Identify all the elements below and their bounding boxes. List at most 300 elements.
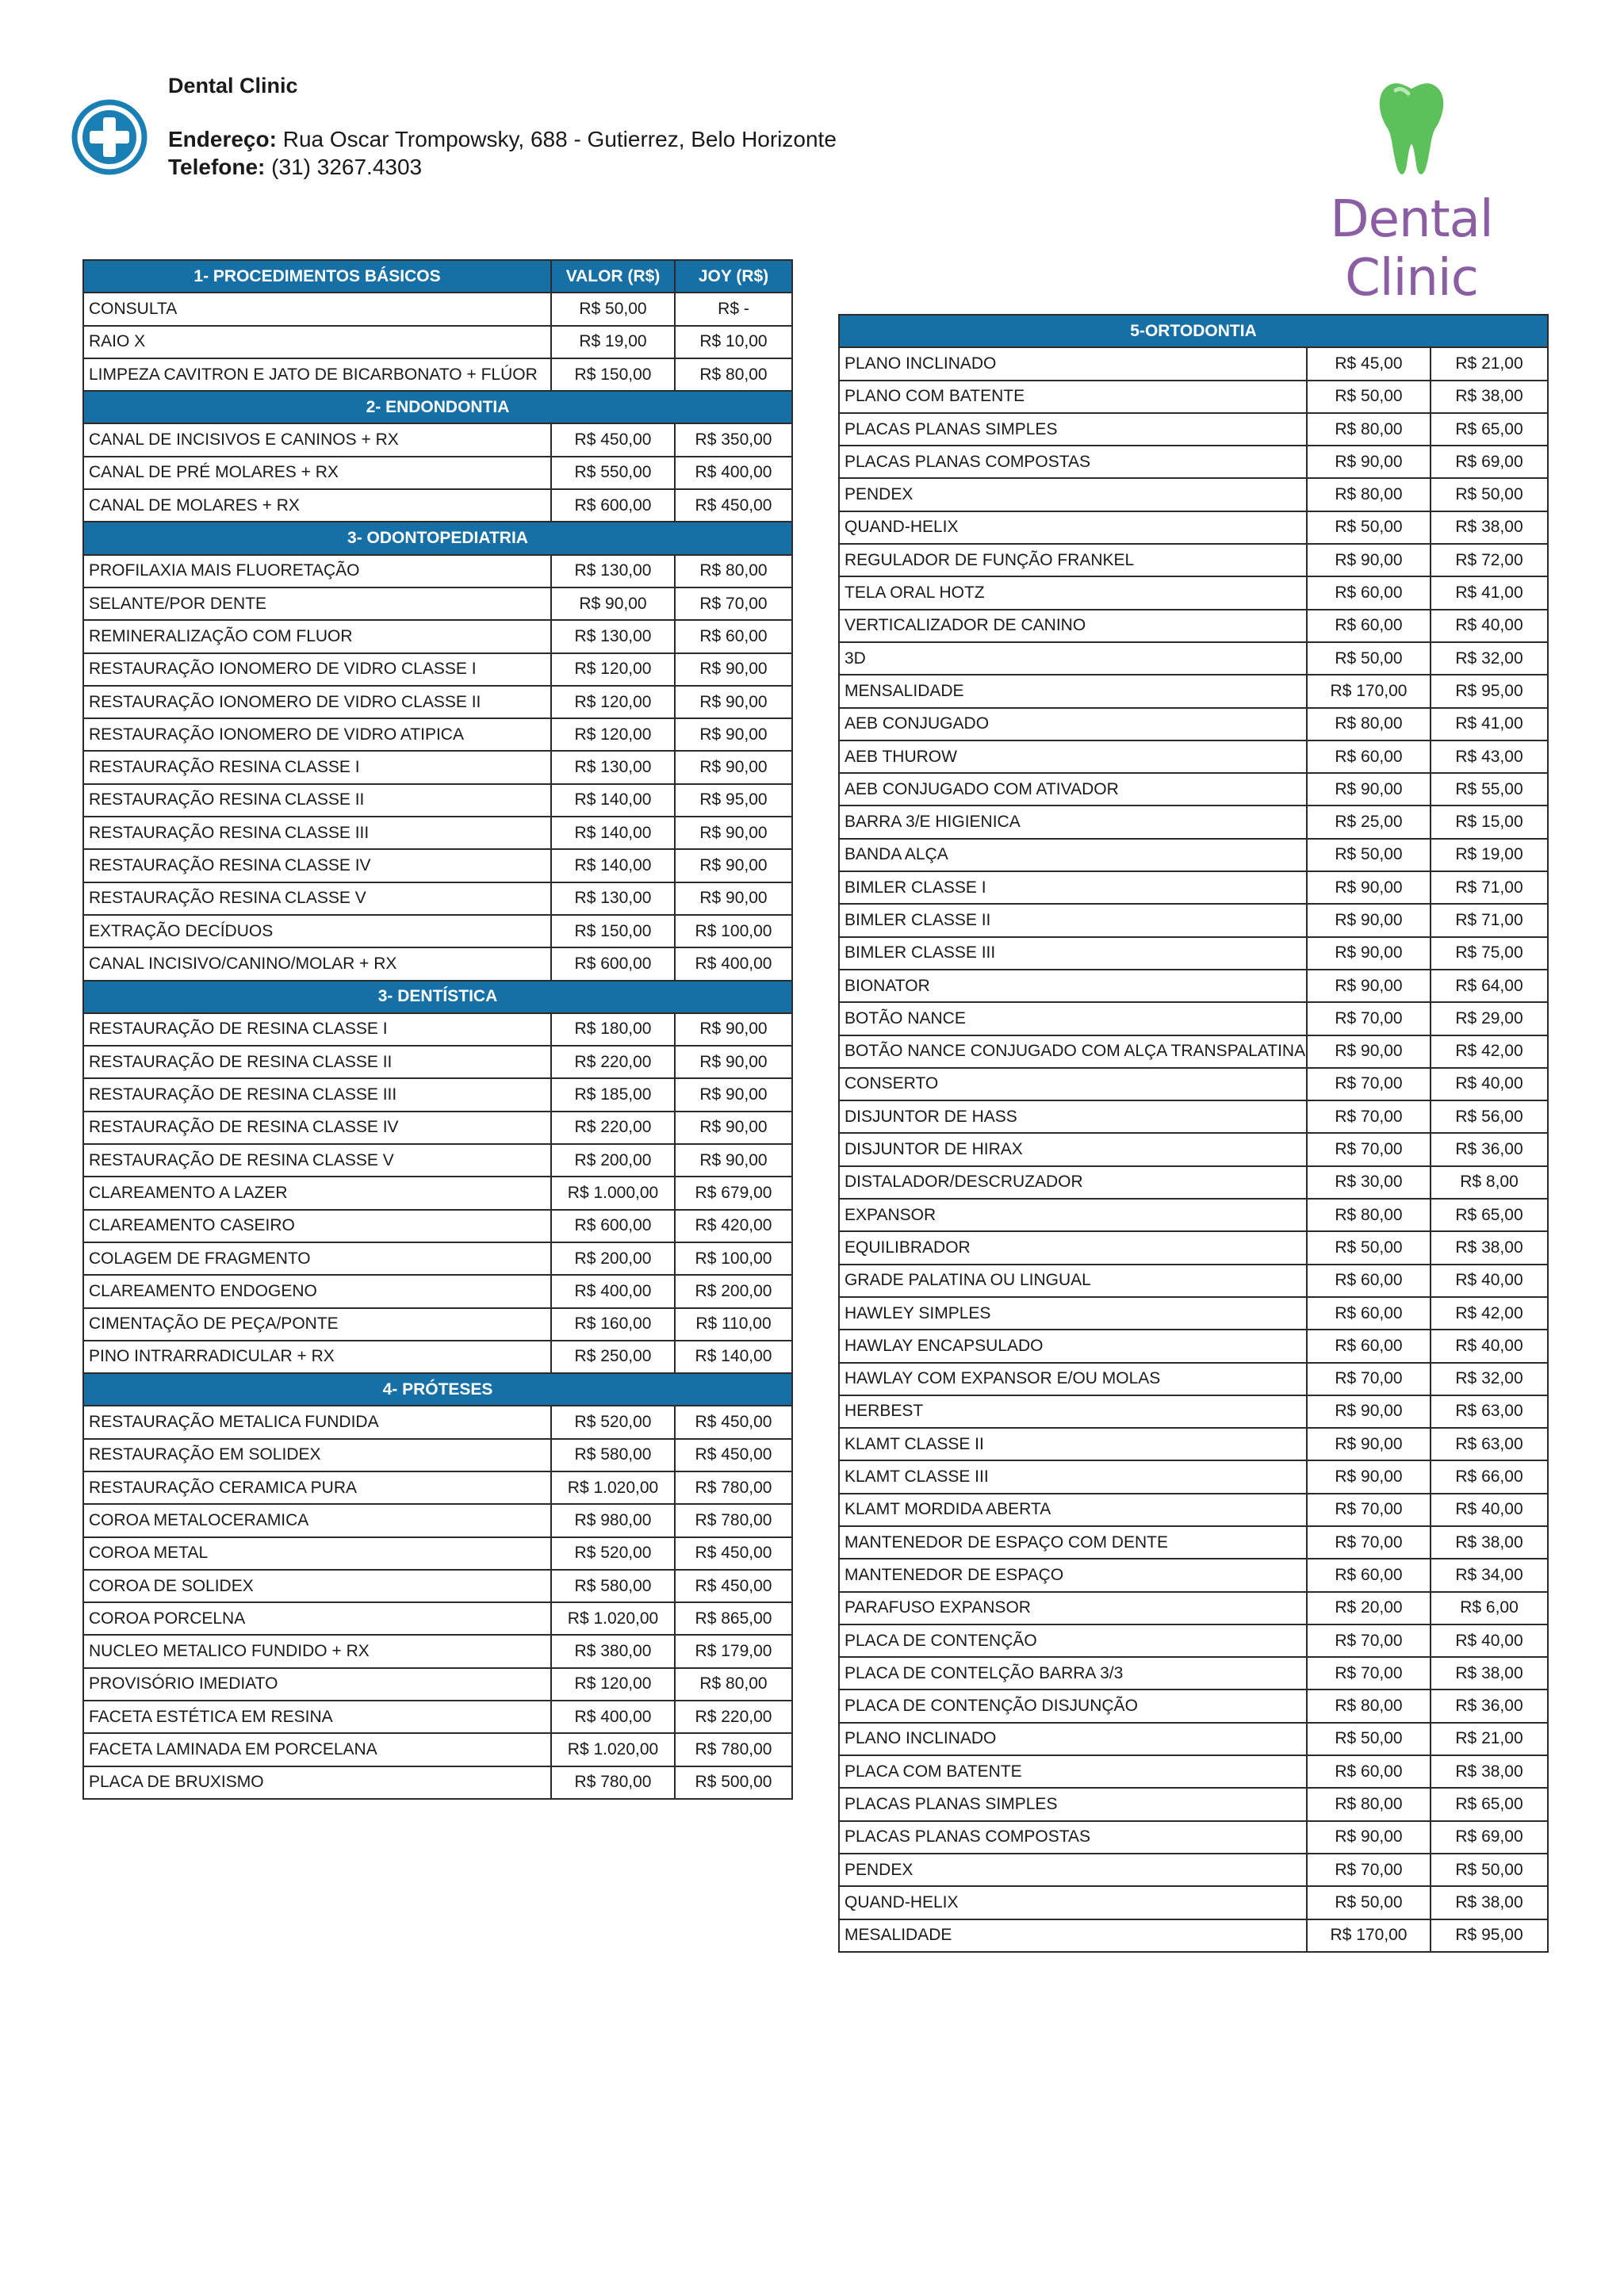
price-value: R$ 400,00	[551, 1275, 675, 1307]
table-row	[83, 1177, 792, 1209]
table-row	[83, 1635, 792, 1667]
table-row	[839, 740, 1548, 773]
price-joy: R$ 8,00	[1431, 1166, 1548, 1199]
price-joy: R$ 60,00	[675, 620, 792, 652]
price-value: R$ 580,00	[551, 1570, 675, 1602]
procedure-name: PLACA COM BATENTE	[839, 1755, 1307, 1788]
procedure-name: RESTAURAÇÃO EM SOLIDEX	[83, 1439, 551, 1471]
price-value: R$ 140,00	[551, 849, 675, 882]
price-joy: R$ 90,00	[675, 1013, 792, 1046]
section-header-row	[83, 391, 792, 423]
price-joy: R$ 38,00	[1431, 1886, 1548, 1919]
price-joy: R$ 34,00	[1431, 1559, 1548, 1591]
table-row	[839, 1002, 1548, 1035]
price-value: R$ 60,00	[1307, 576, 1431, 609]
price-value: R$ 60,00	[1307, 1559, 1431, 1591]
price-value: R$ 140,00	[551, 784, 675, 817]
table-row	[83, 489, 792, 522]
price-value: R$ 70,00	[1307, 1494, 1431, 1526]
address-value: Rua Oscar Trompowsky, 688 - Gutierrez, Belo Horizonte	[282, 127, 837, 151]
price-value: R$ 60,00	[1307, 740, 1431, 773]
table-row	[83, 1144, 792, 1177]
procedure-name: EXTRAÇÃO DECÍDUOS	[83, 915, 551, 947]
price-joy: R$ 42,00	[1431, 1035, 1548, 1068]
price-joy: R$ 100,00	[675, 915, 792, 947]
column-header-joy: JOY (R$)	[675, 260, 792, 293]
price-joy: R$ 43,00	[1431, 740, 1548, 773]
price-value: R$ 80,00	[1307, 708, 1431, 740]
price-joy: R$ 50,00	[1431, 478, 1548, 511]
price-table-left	[82, 259, 793, 1800]
price-value: R$ 50,00	[1307, 1231, 1431, 1264]
table-row	[839, 1035, 1548, 1068]
table-row	[839, 1068, 1548, 1100]
price-joy: R$ 679,00	[675, 1177, 792, 1209]
price-joy: R$ 40,00	[1431, 1068, 1548, 1100]
procedure-name: RESTAURAÇÃO RESINA CLASSE IV	[83, 849, 551, 882]
procedure-name: PINO INTRARRADICULAR + RX	[83, 1341, 551, 1373]
price-joy: R$ 41,00	[1431, 576, 1548, 609]
table-row	[839, 773, 1548, 806]
procedure-name: AEB CONJUGADO COM ATIVADOR	[839, 773, 1307, 806]
price-joy: R$ 55,00	[1431, 773, 1548, 806]
price-joy: R$ 63,00	[1431, 1428, 1548, 1460]
table-row	[839, 511, 1548, 544]
price-value: R$ 185,00	[551, 1078, 675, 1111]
price-value: R$ 50,00	[1307, 381, 1431, 413]
procedure-name: HAWLEY SIMPLES	[839, 1297, 1307, 1330]
price-value: R$ 90,00	[1307, 1428, 1431, 1460]
table-row	[839, 1494, 1548, 1526]
table-row	[839, 1428, 1548, 1460]
price-value: R$ 50,00	[1307, 1886, 1431, 1919]
table-row	[83, 587, 792, 620]
procedure-name: TELA ORAL HOTZ	[839, 576, 1307, 609]
procedure-name: QUAND-HELIX	[839, 1886, 1307, 1919]
table-row	[83, 1078, 792, 1111]
price-joy: R$ 90,00	[675, 882, 792, 915]
procedure-name: PLANO INCLINADO	[839, 1723, 1307, 1755]
table-row	[839, 1755, 1548, 1788]
contact-info	[168, 125, 837, 181]
table-row	[83, 1308, 792, 1341]
procedure-name: BIMLER CLASSE II	[839, 904, 1307, 936]
procedure-name: COROA METALOCERAMICA	[83, 1504, 551, 1536]
price-joy: R$ 65,00	[1431, 1199, 1548, 1231]
price-value: R$ 50,00	[551, 293, 675, 325]
price-joy: R$ 69,00	[1431, 446, 1548, 478]
price-joy: R$ 71,00	[1431, 904, 1548, 936]
procedure-name: PLANO INCLINADO	[839, 347, 1307, 380]
procedure-name: HERBEST	[839, 1395, 1307, 1428]
procedure-name: EQUILIBRADOR	[839, 1231, 1307, 1264]
table-row	[83, 620, 792, 652]
procedure-name: BOTÃO NANCE CONJUGADO COM ALÇA TRANSPALATINA	[839, 1035, 1307, 1068]
price-joy: R$ 19,00	[1431, 839, 1548, 871]
procedure-name: MANTENEDOR DE ESPAÇO COM DENTE	[839, 1526, 1307, 1559]
price-value: R$ 90,00	[1307, 1035, 1431, 1068]
price-value: R$ 90,00	[1307, 1460, 1431, 1493]
price-joy: R$ 40,00	[1431, 610, 1548, 642]
table-row	[83, 1112, 792, 1144]
table-row	[83, 1602, 792, 1635]
procedure-name: PLACA DE CONTELÇÃO BARRA 3/3	[839, 1657, 1307, 1689]
table-row	[839, 1592, 1548, 1624]
price-joy: R$ 21,00	[1431, 1723, 1548, 1755]
procedure-name: RESTAURAÇÃO IONOMERO DE VIDRO CLASSE II	[83, 686, 551, 718]
table-row	[83, 423, 792, 456]
procedure-name: PROVISÓRIO IMEDIATO	[83, 1668, 551, 1701]
table-row	[839, 1166, 1548, 1199]
table-row	[839, 642, 1548, 675]
procedure-name: DISJUNTOR DE HASS	[839, 1100, 1307, 1133]
price-value: R$ 250,00	[551, 1341, 675, 1373]
table-row	[839, 381, 1548, 413]
clinic-name: Dental Clinic	[168, 74, 298, 98]
price-value: R$ 70,00	[1307, 1133, 1431, 1165]
price-joy: R$ 38,00	[1431, 1755, 1548, 1788]
price-joy: R$ 29,00	[1431, 1002, 1548, 1035]
table-row	[83, 817, 792, 849]
procedure-name: PENDEX	[839, 1854, 1307, 1886]
price-joy: R$ 95,00	[675, 784, 792, 817]
price-value: R$ 130,00	[551, 620, 675, 652]
table-row	[839, 347, 1548, 380]
price-value: R$ 60,00	[1307, 610, 1431, 642]
price-joy: R$ 66,00	[1431, 1460, 1548, 1493]
price-joy: R$ 780,00	[675, 1471, 792, 1504]
price-joy: R$ 865,00	[675, 1602, 792, 1635]
table-row	[83, 1439, 792, 1471]
price-joy: R$ 38,00	[1431, 511, 1548, 544]
procedure-name: COLAGEM DE FRAGMENTO	[83, 1242, 551, 1275]
table-row	[83, 1701, 792, 1733]
price-value: R$ 130,00	[551, 882, 675, 915]
price-value: R$ 220,00	[551, 1112, 675, 1144]
price-value: R$ 160,00	[551, 1308, 675, 1341]
price-value: R$ 25,00	[1307, 806, 1431, 838]
price-value: R$ 120,00	[551, 653, 675, 686]
table-row	[839, 1723, 1548, 1755]
price-value: R$ 170,00	[1307, 675, 1431, 707]
price-joy: R$ 70,00	[675, 587, 792, 620]
price-value: R$ 600,00	[551, 1210, 675, 1242]
table-row	[839, 1100, 1548, 1133]
procedure-name: REMINERALIZAÇÃO COM FLUOR	[83, 620, 551, 652]
procedure-name: MANTENEDOR DE ESPAÇO	[839, 1559, 1307, 1591]
procedure-name: BIMLER CLASSE I	[839, 871, 1307, 904]
procedure-name: RESTAURAÇÃO DE RESINA CLASSE II	[83, 1046, 551, 1078]
table-row	[839, 1363, 1548, 1395]
table-row	[839, 1133, 1548, 1165]
price-value: R$ 80,00	[1307, 478, 1431, 511]
price-value: R$ 980,00	[551, 1504, 675, 1536]
procedure-name: KLAMT CLASSE III	[839, 1460, 1307, 1493]
price-joy: R$ 350,00	[675, 423, 792, 456]
procedure-name: GRADE PALATINA OU LINGUAL	[839, 1265, 1307, 1297]
procedure-name: PLACA DE CONTENÇÃO	[839, 1624, 1307, 1657]
price-joy: R$ 90,00	[675, 1078, 792, 1111]
procedure-name: BIONATOR	[839, 970, 1307, 1002]
price-value: R$ 30,00	[1307, 1166, 1431, 1199]
procedure-name: CONSERTO	[839, 1068, 1307, 1100]
price-joy: R$ 90,00	[675, 653, 792, 686]
price-joy: R$ -	[675, 293, 792, 325]
procedure-name: SELANTE/POR DENTE	[83, 587, 551, 620]
procedure-name: MENSALIDADE	[839, 675, 1307, 707]
price-joy: R$ 38,00	[1431, 381, 1548, 413]
price-joy: R$ 110,00	[675, 1308, 792, 1341]
price-value: R$ 90,00	[1307, 1395, 1431, 1428]
price-joy: R$ 90,00	[675, 1046, 792, 1078]
price-joy: R$ 140,00	[675, 1341, 792, 1373]
table-row	[83, 1341, 792, 1373]
price-value: R$ 80,00	[1307, 413, 1431, 446]
procedure-name: RESTAURAÇÃO DE RESINA CLASSE IV	[83, 1112, 551, 1144]
section-title: 1- PROCEDIMENTOS BÁSICOS	[83, 260, 551, 293]
phone-label: Telefone:	[168, 155, 266, 179]
price-value: R$ 90,00	[1307, 544, 1431, 576]
procedure-name: COROA METAL	[83, 1537, 551, 1570]
procedure-name: PLACAS PLANAS SIMPLES	[839, 413, 1307, 446]
price-value: R$ 90,00	[1307, 970, 1431, 1002]
price-value: R$ 70,00	[1307, 1002, 1431, 1035]
table-row	[83, 457, 792, 489]
table-row	[83, 849, 792, 882]
procedure-name: PLANO COM BATENTE	[839, 381, 1307, 413]
price-value: R$ 550,00	[551, 457, 675, 489]
column-header-valor: VALOR (R$)	[551, 260, 675, 293]
address-label: Endereço:	[168, 127, 277, 151]
price-value: R$ 180,00	[551, 1013, 675, 1046]
price-value: R$ 1.020,00	[551, 1733, 675, 1766]
price-value: R$ 70,00	[1307, 1657, 1431, 1689]
price-value: R$ 200,00	[551, 1144, 675, 1177]
procedure-name: RESTAURAÇÃO IONOMERO DE VIDRO ATIPICA	[83, 718, 551, 751]
table-row	[839, 478, 1548, 511]
price-value: R$ 60,00	[1307, 1755, 1431, 1788]
procedure-name: RESTAURAÇÃO RESINA CLASSE III	[83, 817, 551, 849]
procedure-name: KLAMT CLASSE II	[839, 1428, 1307, 1460]
price-value: R$ 20,00	[1307, 1592, 1431, 1624]
procedure-name: CANAL DE MOLARES + RX	[83, 489, 551, 522]
price-value: R$ 1.020,00	[551, 1471, 675, 1504]
procedure-name: REGULADOR DE FUNÇÃO FRANKEL	[839, 544, 1307, 576]
price-value: R$ 90,00	[551, 587, 675, 620]
price-value: R$ 1.020,00	[551, 1602, 675, 1635]
procedure-name: COROA PORCELNA	[83, 1602, 551, 1635]
price-value: R$ 90,00	[1307, 904, 1431, 936]
price-value: R$ 70,00	[1307, 1363, 1431, 1395]
price-joy: R$ 400,00	[675, 947, 792, 980]
procedure-name: RESTAURAÇÃO METALICA FUNDIDA	[83, 1406, 551, 1438]
procedure-name: PROFILAXIA MAIS FLUORETAÇÃO	[83, 555, 551, 587]
price-value: R$ 45,00	[1307, 347, 1431, 380]
price-joy: R$ 32,00	[1431, 642, 1548, 675]
price-joy: R$ 36,00	[1431, 1689, 1548, 1722]
table-row	[839, 904, 1548, 936]
procedure-name: RESTAURAÇÃO DE RESINA CLASSE III	[83, 1078, 551, 1111]
price-joy: R$ 200,00	[675, 1275, 792, 1307]
table-row	[839, 839, 1548, 871]
price-joy: R$ 90,00	[675, 686, 792, 718]
price-value: R$ 120,00	[551, 718, 675, 751]
price-joy: R$ 400,00	[675, 457, 792, 489]
price-value: R$ 80,00	[1307, 1788, 1431, 1820]
price-value: R$ 150,00	[551, 358, 675, 391]
price-joy: R$ 38,00	[1431, 1657, 1548, 1689]
price-value: R$ 70,00	[1307, 1624, 1431, 1657]
price-joy: R$ 80,00	[675, 358, 792, 391]
price-joy: R$ 41,00	[1431, 708, 1548, 740]
table-row	[839, 937, 1548, 970]
brand-text: Dental Clinic	[1330, 190, 1493, 308]
procedure-name: VERTICALIZADOR DE CANINO	[839, 610, 1307, 642]
procedure-name: COROA DE SOLIDEX	[83, 1570, 551, 1602]
procedure-name: RESTAURAÇÃO RESINA CLASSE I	[83, 751, 551, 783]
table-row	[83, 1013, 792, 1046]
price-joy: R$ 80,00	[675, 1668, 792, 1701]
procedure-name: CANAL INCISIVO/CANINO/MOLAR + RX	[83, 947, 551, 980]
price-value: R$ 80,00	[1307, 1689, 1431, 1722]
procedure-name: QUAND-HELIX	[839, 511, 1307, 544]
price-joy: R$ 179,00	[675, 1635, 792, 1667]
table-row	[83, 915, 792, 947]
price-joy: R$ 40,00	[1431, 1330, 1548, 1362]
price-value: R$ 120,00	[551, 686, 675, 718]
table-header-row	[83, 260, 792, 293]
section-header-row	[83, 981, 792, 1013]
procedure-name: RESTAURAÇÃO IONOMERO DE VIDRO CLASSE I	[83, 653, 551, 686]
price-value: R$ 450,00	[551, 423, 675, 456]
table-row	[839, 1330, 1548, 1362]
procedure-name: NUCLEO METALICO FUNDIDO + RX	[83, 1635, 551, 1667]
table-row	[83, 326, 792, 358]
price-value: R$ 19,00	[551, 326, 675, 358]
price-joy: R$ 90,00	[675, 849, 792, 882]
price-joy: R$ 6,00	[1431, 1592, 1548, 1624]
price-value: R$ 140,00	[551, 817, 675, 849]
procedure-name: RESTAURAÇÃO DE RESINA CLASSE I	[83, 1013, 551, 1046]
price-value: R$ 90,00	[1307, 871, 1431, 904]
table-row	[83, 1406, 792, 1438]
table-row	[83, 751, 792, 783]
table-row	[839, 544, 1548, 576]
table-row	[83, 1668, 792, 1701]
tooth-icon	[1372, 79, 1451, 178]
table-row	[83, 1537, 792, 1570]
procedure-name: CANAL DE PRÉ MOLARES + RX	[83, 457, 551, 489]
price-joy: R$ 780,00	[675, 1733, 792, 1766]
price-value: R$ 60,00	[1307, 1297, 1431, 1330]
price-joy: R$ 50,00	[1431, 1854, 1548, 1886]
table-row	[83, 784, 792, 817]
price-joy: R$ 90,00	[675, 817, 792, 849]
procedure-name: PLACA DE BRUXISMO	[83, 1766, 551, 1799]
table-row	[839, 413, 1548, 446]
price-joy: R$ 450,00	[675, 1406, 792, 1438]
table-row	[83, 686, 792, 718]
price-joy: R$ 40,00	[1431, 1624, 1548, 1657]
procedure-name: PLACA DE CONTENÇÃO DISJUNÇÃO	[839, 1689, 1307, 1722]
table-row	[83, 653, 792, 686]
price-joy: R$ 15,00	[1431, 806, 1548, 838]
procedure-name: BANDA ALÇA	[839, 839, 1307, 871]
procedure-name: AEB THUROW	[839, 740, 1307, 773]
procedure-name: PLACAS PLANAS COMPOSTAS	[839, 446, 1307, 478]
procedure-name: FACETA ESTÉTICA EM RESINA	[83, 1701, 551, 1733]
price-joy: R$ 36,00	[1431, 1133, 1548, 1165]
procedure-name: PARAFUSO EXPANSOR	[839, 1592, 1307, 1624]
procedure-name: PLACAS PLANAS COMPOSTAS	[839, 1821, 1307, 1854]
price-joy: R$ 40,00	[1431, 1265, 1548, 1297]
price-value: R$ 120,00	[551, 1668, 675, 1701]
procedure-name: FACETA LAMINADA EM PORCELANA	[83, 1733, 551, 1766]
price-joy: R$ 100,00	[675, 1242, 792, 1275]
section-title: 3- ODONTOPEDIATRIA	[83, 522, 792, 554]
table-row	[839, 1460, 1548, 1493]
table-row	[83, 1504, 792, 1536]
table-row	[839, 871, 1548, 904]
procedure-name: BIMLER CLASSE III	[839, 937, 1307, 970]
procedure-name: CIMENTAÇÃO DE PEÇA/PONTE	[83, 1308, 551, 1341]
price-value: R$ 50,00	[1307, 511, 1431, 544]
table-row	[839, 708, 1548, 740]
procedure-name: RESTAURAÇÃO DE RESINA CLASSE V	[83, 1144, 551, 1177]
procedure-name: DISJUNTOR DE HIRAX	[839, 1133, 1307, 1165]
table-row	[839, 806, 1548, 838]
plus-icon	[70, 98, 149, 177]
table-row	[839, 1788, 1548, 1820]
table-row	[839, 1689, 1548, 1722]
procedure-name: CLAREAMENTO CASEIRO	[83, 1210, 551, 1242]
price-joy: R$ 90,00	[675, 718, 792, 751]
price-value: R$ 90,00	[1307, 937, 1431, 970]
procedure-name: CANAL DE INCISIVOS E CANINOS + RX	[83, 423, 551, 456]
price-joy: R$ 65,00	[1431, 413, 1548, 446]
price-joy: R$ 95,00	[1431, 1919, 1548, 1952]
price-joy: R$ 40,00	[1431, 1494, 1548, 1526]
table-row	[839, 970, 1548, 1002]
procedure-name: KLAMT MORDIDA ABERTA	[839, 1494, 1307, 1526]
table-row	[839, 1526, 1548, 1559]
price-value: R$ 380,00	[551, 1635, 675, 1667]
price-joy: R$ 64,00	[1431, 970, 1548, 1002]
price-value: R$ 600,00	[551, 489, 675, 522]
price-joy: R$ 220,00	[675, 1701, 792, 1733]
table-row	[839, 1297, 1548, 1330]
price-value: R$ 130,00	[551, 555, 675, 587]
price-joy: R$ 90,00	[675, 751, 792, 783]
price-joy: R$ 38,00	[1431, 1231, 1548, 1264]
price-joy: R$ 38,00	[1431, 1526, 1548, 1559]
table-row	[83, 1210, 792, 1242]
procedure-name: RESTAURAÇÃO CERAMICA PURA	[83, 1471, 551, 1504]
procedure-name: MESALIDADE	[839, 1919, 1307, 1952]
price-value: R$ 90,00	[1307, 773, 1431, 806]
price-value: R$ 70,00	[1307, 1526, 1431, 1559]
procedure-name: BARRA 3/E HIGIENICA	[839, 806, 1307, 838]
table-row	[839, 1624, 1548, 1657]
procedure-name: HAWLAY COM EXPANSOR E/OU MOLAS	[839, 1363, 1307, 1395]
price-value: R$ 1.000,00	[551, 1177, 675, 1209]
procedure-name: AEB CONJUGADO	[839, 708, 1307, 740]
procedure-name: RESTAURAÇÃO RESINA CLASSE V	[83, 882, 551, 915]
price-joy: R$ 420,00	[675, 1210, 792, 1242]
table-row	[839, 576, 1548, 609]
table-row	[83, 1275, 792, 1307]
procedure-name: 3D	[839, 642, 1307, 675]
